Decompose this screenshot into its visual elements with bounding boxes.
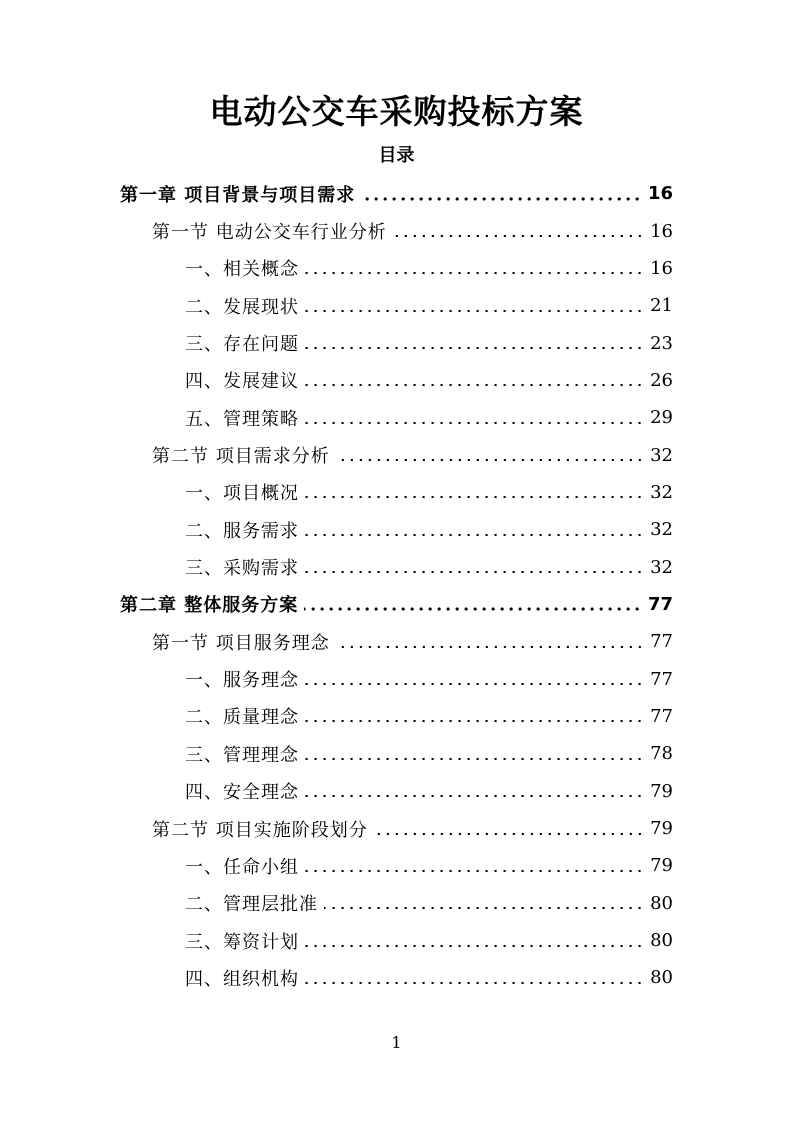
toc-section-entry[interactable] xyxy=(0,623,793,660)
toc-entry-label: 第一节 电动公交车行业分析 xyxy=(152,222,387,244)
toc-entry-page-number: 80 xyxy=(650,892,673,914)
toc-dot-leader xyxy=(305,569,644,575)
document-title: 电动公交车采购投标方案 xyxy=(209,92,584,131)
table-of-contents xyxy=(0,175,793,997)
toc-chapter-entry[interactable] xyxy=(0,586,793,623)
toc-entry-page-number: 32 xyxy=(650,519,673,541)
toc-dot-leader xyxy=(305,494,644,500)
toc-entry-page-number: 77 xyxy=(650,631,673,653)
toc-dot-leader xyxy=(305,718,644,724)
toc-entry-label: 三、采购需求 xyxy=(185,558,299,580)
toc-dot-leader xyxy=(305,980,644,986)
toc-subsection-entry[interactable] xyxy=(0,773,793,810)
toc-dot-leader xyxy=(304,606,642,612)
toc-entry-label: 第二节 项目需求分析 xyxy=(152,446,330,468)
toc-entry-label: 三、存在问题 xyxy=(185,334,299,356)
toc-entry-page-number: 79 xyxy=(650,855,673,877)
toc-entry-page-number: 32 xyxy=(650,556,673,578)
toc-entry-label: 二、质量理念 xyxy=(185,707,299,729)
toc-subsection-entry[interactable] xyxy=(0,474,793,511)
toc-entry-label: 四、安全理念 xyxy=(185,782,299,804)
toc-subsection-entry[interactable] xyxy=(0,511,793,548)
toc-subsection-entry[interactable] xyxy=(0,660,793,697)
toc-entry-label: 四、发展建议 xyxy=(185,371,299,393)
toc-section-entry[interactable] xyxy=(0,212,793,249)
toc-subsection-entry[interactable] xyxy=(0,250,793,287)
toc-entry-page-number: 79 xyxy=(650,818,673,840)
toc-subsection-entry[interactable] xyxy=(0,548,793,585)
toc-entry-page-number: 79 xyxy=(650,780,673,802)
toc-entry-label: 第二节 项目实施阶段划分 xyxy=(152,819,368,841)
toc-subsection-entry[interactable] xyxy=(0,735,793,772)
toc-entry-page-number: 16 xyxy=(650,257,673,279)
toc-subsection-entry[interactable] xyxy=(0,698,793,735)
toc-entry-page-number: 26 xyxy=(650,369,673,391)
toc-dot-leader xyxy=(324,905,644,911)
toc-entry-label: 第一节 项目服务理念 xyxy=(152,632,330,654)
toc-subsection-entry[interactable] xyxy=(0,885,793,922)
toc-dot-leader xyxy=(305,382,644,388)
toc-entry-page-number: 77 xyxy=(650,705,673,727)
toc-subsection-entry[interactable] xyxy=(0,922,793,959)
toc-entry-page-number: 21 xyxy=(650,295,673,317)
toc-entry-page-number: 16 xyxy=(650,220,673,242)
page-number: 1 xyxy=(391,1033,402,1052)
toc-dot-leader xyxy=(305,308,644,314)
toc-heading: 目录 xyxy=(378,145,415,166)
toc-dot-leader xyxy=(305,793,644,799)
toc-dot-leader xyxy=(305,868,644,874)
toc-entry-label: 三、管理理念 xyxy=(185,744,299,766)
toc-entry-label: 五、管理策略 xyxy=(185,408,299,430)
toc-subsection-entry[interactable] xyxy=(0,362,793,399)
toc-dot-leader xyxy=(361,196,642,202)
toc-subsection-entry[interactable] xyxy=(0,959,793,996)
toc-entry-label: 一、相关概念 xyxy=(185,259,299,281)
toc-entry-label: 二、服务需求 xyxy=(185,520,299,542)
toc-entry-label: 一、任命小组 xyxy=(185,856,299,878)
toc-entry-label: 一、服务理念 xyxy=(185,670,299,692)
toc-dot-leader xyxy=(336,457,644,463)
toc-dot-leader xyxy=(305,943,644,949)
toc-dot-leader xyxy=(305,532,644,538)
toc-dot-leader xyxy=(393,233,644,239)
toc-dot-leader xyxy=(305,681,644,687)
toc-entry-label: 四、组织机构 xyxy=(185,968,299,990)
toc-entry-label: 二、管理层批准 xyxy=(185,894,318,916)
toc-entry-page-number: 77 xyxy=(647,593,673,615)
toc-entry-page-number: 80 xyxy=(650,930,673,952)
toc-entry-label: 一、项目概况 xyxy=(185,483,299,505)
toc-dot-leader xyxy=(305,420,644,426)
toc-entry-page-number: 77 xyxy=(650,668,673,690)
toc-dot-leader xyxy=(336,644,644,650)
toc-entry-page-number: 29 xyxy=(650,407,673,429)
toc-dot-leader xyxy=(374,831,644,837)
toc-entry-label: 二、发展现状 xyxy=(185,296,299,318)
toc-entry-label: 第一章 项目背景与项目需求 xyxy=(120,184,356,206)
toc-section-entry[interactable] xyxy=(0,810,793,847)
toc-chapter-entry[interactable] xyxy=(0,175,793,212)
toc-entry-page-number: 32 xyxy=(650,481,673,503)
toc-subsection-entry[interactable] xyxy=(0,847,793,884)
toc-entry-page-number: 32 xyxy=(650,444,673,466)
toc-dot-leader xyxy=(305,270,644,276)
toc-dot-leader xyxy=(305,756,644,762)
toc-entry-label: 第二章 整体服务方案 xyxy=(120,595,299,617)
toc-section-entry[interactable] xyxy=(0,436,793,473)
toc-entry-page-number: 16 xyxy=(647,183,673,205)
toc-subsection-entry[interactable] xyxy=(0,399,793,436)
toc-entry-page-number: 23 xyxy=(650,332,673,354)
toc-subsection-entry[interactable] xyxy=(0,287,793,324)
toc-entry-page-number: 78 xyxy=(650,743,673,765)
toc-entry-label: 三、筹资计划 xyxy=(185,931,299,953)
toc-subsection-entry[interactable] xyxy=(0,324,793,361)
toc-dot-leader xyxy=(305,345,644,351)
toc-entry-page-number: 80 xyxy=(650,967,673,989)
